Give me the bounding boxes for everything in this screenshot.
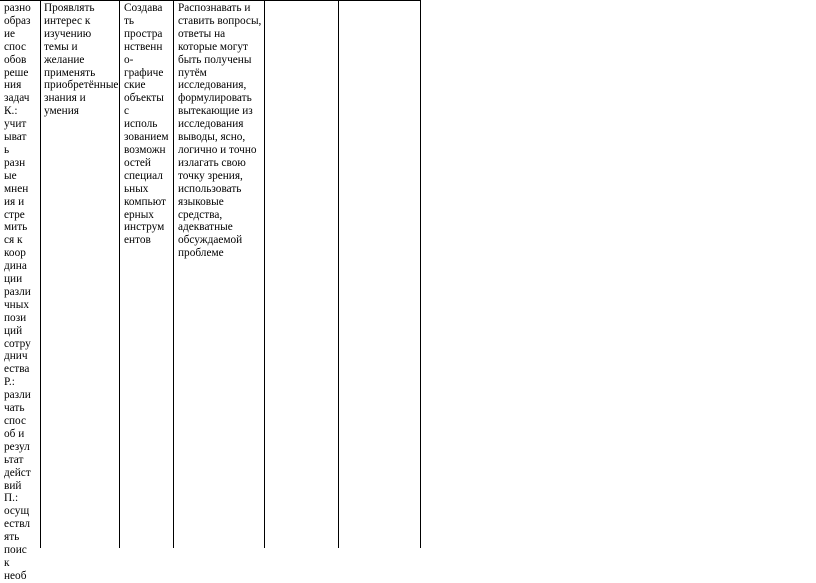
- cell-uud-text: разно образ ие спос обов реше ния задач К.: учит ыват ь разн ые мнен ия и стре мить ся к коор дина ции разли чных пози ций сотру днич ества Р.: разли чать спос об и резул ьтат дейст вий П.: осущ ествл ять поис к необ: [4, 2, 31, 582]
- column-divider: [338, 0, 339, 548]
- cell-ikt-competence: Создава ть простра нственн о- графиче ские объекты с исполь зованием возможн остей специал ьных компьют ерных инструм ентов: [124, 2, 169, 247]
- column-divider: [420, 0, 421, 548]
- cell-personal-results: Проявлять интерес к изучению темы и желание применять приобретённые знания и умения: [44, 2, 118, 118]
- column-divider: [173, 0, 174, 548]
- column-divider: [119, 0, 120, 548]
- cell-research-competence: Распознавать и ставить вопросы, ответы на которые могут быть получены путём исследования, формулировать вытекающие из исследования выводы, ясно, логично и точно излагать свою точку зрения, использовать языковые средства, адекватные обсуждаемой проблеме: [178, 2, 262, 260]
- table-top-border: [0, 0, 420, 1]
- column-divider: [40, 0, 41, 548]
- column-divider: [264, 0, 265, 548]
